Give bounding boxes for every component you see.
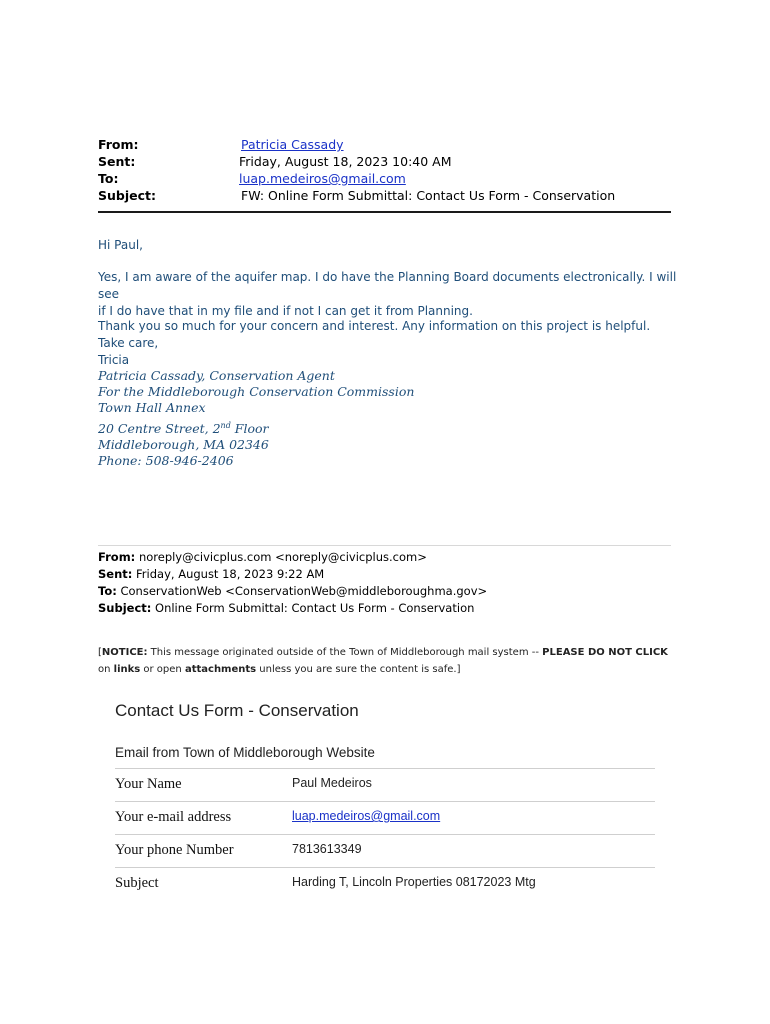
sig-address-sup: nd <box>220 421 231 430</box>
sig-line-5: Middleborough, MA 02346 <box>98 437 269 453</box>
form-subtitle: Email from Town of Middleborough Website <box>115 745 375 760</box>
greeting: Hi Paul, <box>98 238 143 252</box>
form-row-phone <box>115 834 655 867</box>
notice-text-1: This message originated outside of the Town of Middleborough mail system -- <box>147 647 543 658</box>
notice-label: NOTICE: <box>101 647 148 658</box>
fw-sent-row <box>98 566 487 583</box>
form-label-phone: Your phone Number <box>115 842 234 858</box>
fw-to-row <box>98 583 487 600</box>
form-value-phone: 7813613349 <box>292 842 362 856</box>
sig-line-3: Town Hall Annex <box>98 400 206 415</box>
forwarded-header <box>98 549 487 617</box>
from-link[interactable]: Patricia Cassady <box>241 137 344 152</box>
fw-from-label: From: <box>98 550 136 564</box>
form-value-subject: Harding T, Lincoln Properties 08172023 Mtg <box>292 875 536 889</box>
para1-line1: Yes, I am aware of the aquifer map. I do have the Planning Board documents electronically. I will see <box>98 270 677 301</box>
external-mail-notice <box>98 645 678 678</box>
fw-to-label: To: <box>98 584 117 598</box>
to-link[interactable]: luap.medeiros@gmail.com <box>239 171 406 186</box>
notice-bold-2: links <box>113 663 141 675</box>
sender-name: Tricia <box>98 353 130 367</box>
email-header <box>98 136 670 204</box>
notice-bold-1: PLEASE DO NOT CLICK <box>542 647 668 658</box>
sig-line-4 <box>98 418 414 437</box>
form-row-email <box>115 801 655 834</box>
fw-subject-row <box>98 600 487 617</box>
fw-from-row <box>98 549 487 566</box>
body-paragraph-2 <box>98 318 678 369</box>
form-label-name: Your Name <box>115 776 182 792</box>
subject-value: FW: Online Form Submittal: Contact Us Form - Conservation <box>241 188 616 203</box>
fw-subject-label: Subject: <box>98 601 152 615</box>
subject-label: Subject: <box>98 188 156 203</box>
form-label-email: Your e-mail address <box>115 809 232 825</box>
body-paragraph-1 <box>98 269 678 320</box>
form-row-subject <box>115 867 655 900</box>
from-label: From: <box>98 137 139 152</box>
notice-text-4: unless you are sure the content is safe.] <box>256 663 461 675</box>
form-table <box>115 768 655 900</box>
para2: Thank you so much for your concern and interest. Any information on this project is helpful. <box>98 319 651 333</box>
notice-text-3: or open <box>140 663 185 675</box>
sig-address-floor: Floor <box>230 421 269 437</box>
form-label-subject: Subject <box>115 875 159 891</box>
notice-open: [ <box>98 647 102 658</box>
form-row-name <box>115 768 655 801</box>
sig-line-2: For the Middleborough Conservation Commission <box>98 384 415 399</box>
subject-row <box>98 187 670 204</box>
form-value-name: Paul Medeiros <box>292 776 372 790</box>
header-divider <box>98 211 671 213</box>
fw-sent-label: Sent: <box>98 567 133 581</box>
notice-bold-3: attachments <box>184 663 257 675</box>
para1-line2: if I do have that in my file and if not I can get it from Planning. <box>98 304 473 318</box>
sent-row <box>98 153 670 170</box>
to-label: To: <box>98 171 119 186</box>
sent-value: Friday, August 18, 2023 10:40 AM <box>239 154 452 169</box>
fw-to-value: ConservationWeb <ConservationWeb@middleboroughma.gov> <box>120 584 488 598</box>
sig-line-1: Patricia Cassady, Conservation Agent <box>98 368 335 383</box>
sent-label: Sent: <box>98 154 136 169</box>
fw-subject-value: Online Form Submittal: Contact Us Form - Conservation <box>155 601 475 615</box>
form-value-email-link[interactable]: luap.medeiros@gmail.com <box>292 809 441 823</box>
forward-divider <box>98 545 671 546</box>
sig-address-street: 20 Centre Street, 2 <box>98 421 221 437</box>
sig-line-6: Phone: 508-946-2406 <box>98 453 234 469</box>
fw-from-value: noreply@civicplus.com <noreply@civicplus.com> <box>138 550 427 564</box>
signature-block <box>98 368 414 469</box>
form-title: Contact Us Form - Conservation <box>115 701 359 720</box>
closing: Take care, <box>98 336 159 350</box>
notice-text-2: on <box>98 663 114 675</box>
from-row <box>98 136 670 153</box>
to-row <box>98 170 670 187</box>
fw-sent-value: Friday, August 18, 2023 9:22 AM <box>136 567 325 581</box>
